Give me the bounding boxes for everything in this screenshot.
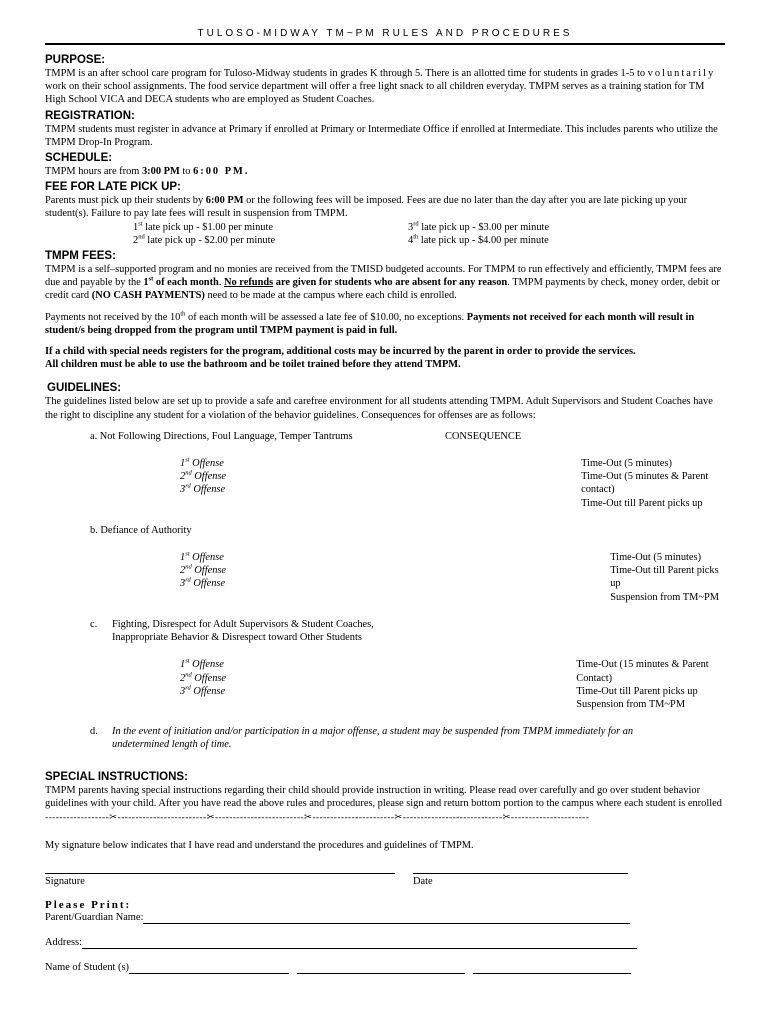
late-fee-3 <box>408 221 683 234</box>
address-field[interactable] <box>82 938 637 949</box>
late-fee-row-2 <box>133 234 725 247</box>
schedule-mid: to <box>179 166 194 178</box>
c-c1: Time-Out (15 minutes & Parent Contact) <box>576 659 709 684</box>
fee4-num: 4 <box>408 234 414 246</box>
fee1-num: 1 <box>133 221 139 233</box>
fee2-num: 2 <box>133 234 139 246</box>
special-text: TMPM parents having special instructions regarding their child should provide instruction in writing. Please read over carefully and go over student behavior guidelines with your child. After you have read the above rules and procedures, please sign and return bottom portion to the campus where each student is enrolled <box>45 784 722 809</box>
fee1-text: late pick up - $1.00 per minute <box>142 221 273 233</box>
offense-d <box>90 725 725 751</box>
fees-no-cash: (NO CASH PAYMENTS) <box>91 290 205 302</box>
a-off3: Offense <box>190 484 226 496</box>
fees-t3: . TMPM payments by check, money order, debit or credit card <box>45 277 720 302</box>
a-off2: Offense <box>191 471 227 483</box>
b-off3: Offense <box>190 578 226 590</box>
b-off1: Offense <box>189 552 224 564</box>
fees-late-post: of each month will be assessed a late fee of $10.00, no exceptions. <box>185 311 467 323</box>
c-o1s: st <box>185 657 190 665</box>
student-row <box>45 961 725 974</box>
student-name-field-1[interactable] <box>129 963 289 974</box>
purpose-heading: PURPOSE: <box>45 54 106 66</box>
late-fee-text <box>45 194 725 220</box>
purpose-text-c: work on their school assignments. The food service department will offer a free light snack to all children everyday. TMPM serves as a training station for TM High School VICA and DECA students who are employed as Student Coaches. <box>45 81 705 106</box>
a-c3: Time-Out till Parent picks up <box>581 497 703 509</box>
special-needs-1: If a child with special needs registers for the program, additional costs may be incurred by the parent in order to provide the services. <box>45 346 636 358</box>
offense-c-rows <box>45 658 725 711</box>
fees-late-payment <box>45 311 725 337</box>
fees-t4: need to be made at the campus where each child is enrolled. <box>204 290 457 302</box>
a-o3s: rd <box>185 483 191 490</box>
fees-no-refunds: No refunds <box>224 277 274 289</box>
address-label: Address: <box>45 937 82 949</box>
document-page <box>45 28 725 974</box>
consequence-header: CONSEQUENCE <box>445 430 522 442</box>
c-o3: 3 <box>180 685 186 697</box>
student-name-field-2[interactable] <box>297 963 465 974</box>
offense-c-label <box>112 618 374 644</box>
fees-b1-sup: st <box>148 275 154 283</box>
special-heading: SPECIAL INSTRUCTIONS: <box>45 770 188 783</box>
parent-label: Parent/Guardian Name: <box>45 912 144 924</box>
b-c2: Time-Out till Parent picks up <box>610 565 719 590</box>
a-o1: 1 <box>180 458 186 470</box>
fee4-text: late pick up - $4.00 per minute <box>418 234 549 246</box>
c-o2s: nd <box>185 671 192 679</box>
b-off2: Offense <box>191 565 227 577</box>
special-needs-2: All children must be able to use the bathroom and be toilet trained before they attend TMPM. <box>45 359 461 371</box>
late-fee-time: 6:00 PM <box>205 195 244 207</box>
signature-lines <box>45 862 725 874</box>
fees-t2: . <box>218 277 225 289</box>
fee2-sup: nd <box>138 233 145 241</box>
schedule-to: 6:00 PM. <box>193 166 250 178</box>
b-o3s: rd <box>185 577 191 585</box>
fees-heading: TMPM FEES: <box>45 250 116 263</box>
fees-b1b: of each month <box>153 277 219 289</box>
a-o2: 2 <box>180 471 186 483</box>
b-o1s: st <box>185 550 190 558</box>
offense-b-consequences <box>610 551 725 604</box>
offense-a-list <box>45 457 581 510</box>
offense-a-header <box>90 430 725 443</box>
a-o2s: nd <box>185 469 192 477</box>
purpose-text-b: voluntarily <box>647 68 716 79</box>
offense-c-label-2: Inappropriate Behavior & Disrespect toward Other Students <box>112 632 362 644</box>
schedule-from: 3:00 PM <box>141 166 180 178</box>
late-fee-4 <box>408 234 683 247</box>
late-fee-heading: FEE FOR LATE PICK UP: <box>45 181 181 194</box>
late-fee-2 <box>133 234 408 247</box>
fee1-sup: st <box>138 220 143 228</box>
offense-a-rows <box>45 457 725 510</box>
registration-heading: REGISTRATION: <box>45 109 135 122</box>
offense-b-label: b. Defiance of Authority <box>90 524 192 536</box>
please-print-label: Please Print: <box>45 899 132 912</box>
offense-d-mark: d. <box>90 726 98 738</box>
offense-c-consequences <box>576 658 725 711</box>
a-o1s: st <box>185 456 190 464</box>
signature-labels <box>45 876 725 887</box>
a-o3: 3 <box>180 484 186 496</box>
purpose-text <box>45 67 725 107</box>
late-fee-1 <box>133 221 408 234</box>
parent-name-field[interactable] <box>143 913 630 924</box>
c-off2: Offense <box>191 672 227 684</box>
schedule-text <box>45 165 725 178</box>
signature-label: Signature <box>45 876 85 888</box>
c-o3s: rd <box>185 684 191 692</box>
b-o2s: nd <box>185 563 192 571</box>
late-fee-pre: Parents must pick up their students by <box>45 195 206 207</box>
fee3-sup: rd <box>413 220 419 228</box>
b-c3: Suspension from TM~PM <box>610 591 719 603</box>
registration-text: TMPM students must register in advance at Primary if enrolled at Primary or Intermediate Office if enrolled at Intermediate. This includes parents who utilize the TMPM Drop-In Program. <box>45 123 718 148</box>
fee3-text: late pick up - $3.00 per minute <box>418 221 550 233</box>
offense-b-rows <box>45 551 725 604</box>
a-c1: Time-Out (5 minutes) <box>581 458 672 470</box>
fees-b1: 1 <box>143 277 149 289</box>
offense-a-consequences <box>581 457 725 510</box>
guidelines-heading: GUIDELINES: <box>47 382 122 395</box>
fees-b2: are given for students who are absent for any reason <box>273 277 508 289</box>
offense-c-mark: c. <box>90 618 98 630</box>
special-needs-text <box>45 345 725 371</box>
offense-c-label-1: Fighting, Disrespect for Adult Supervisors & Student Coaches, <box>112 618 374 630</box>
title-rule <box>45 43 725 45</box>
page-title: TULOSO-MIDWAY TM~PM RULES AND PROCEDURES <box>197 28 573 39</box>
fees-t1: TMPM is a self–supported program and no monies are received from the TMISD budgeted accounts. For TMPM to run effectively and efficiently, TMPM fees are due and payable by the <box>45 264 722 289</box>
fees-text <box>45 263 725 303</box>
b-c1: Time-Out (5 minutes) <box>610 552 702 564</box>
late-fee-row-1 <box>133 221 725 234</box>
schedule-prefix: TMPM hours are from <box>45 166 142 178</box>
student-name-field-3[interactable] <box>473 963 631 974</box>
c-o1: 1 <box>180 659 186 671</box>
fees-late-bold: Payments not received for each month will result in student/s being dropped from the program until TMPM payment is paid in full. <box>45 311 695 336</box>
c-c2: Time-Out till Parent picks up <box>576 685 698 697</box>
fees-late-pre: Payments not received by the 10 <box>45 311 181 323</box>
cut-line: ------------------✂-------------------------✂-------------------------✂-----------------------✂----------------------------✂---------------------- <box>45 812 590 823</box>
offense-c-list <box>45 658 576 711</box>
guidelines-intro: The guidelines listed below are set up to provide a safe and carefree environment for all students attending TMPM. Adult Supervisors and Student Coaches have the right to discipline any student for a violation of the behavior guidelines. Consequences for offenses are as follows: <box>45 396 713 421</box>
fee4-sup: th <box>413 233 419 241</box>
fees-late-sup: th <box>180 310 186 318</box>
late-fee-post: or the following fees will be imposed. Fees are due no later than the day after you are late picking up your student(s). Failure to pay late fees will result in suspension from TMPM. <box>45 195 688 220</box>
offense-c-header <box>90 618 725 644</box>
date-field[interactable] <box>413 862 628 874</box>
date-label: Date <box>413 876 433 888</box>
c-c3: Suspension from TM~PM <box>576 698 686 710</box>
student-label: Name of Student (s) <box>45 962 129 974</box>
offense-d-text: In the event of initiation and/or participation in a major offense, a student may be suspended from TMPM immediately for an undetermined length of time. <box>112 726 634 751</box>
c-off3: Offense <box>190 685 226 697</box>
fee2-text: late pick up - $2.00 per minute <box>144 234 276 246</box>
signature-field[interactable] <box>45 862 395 874</box>
schedule-heading: SCHEDULE: <box>45 152 113 165</box>
b-o2: 2 <box>180 565 186 577</box>
offense-a-label: a. Not Following Directions, Foul Language, Temper Tantrums <box>90 430 353 442</box>
b-o3: 3 <box>180 578 186 590</box>
a-off1: Offense <box>189 458 224 470</box>
parent-row <box>45 911 725 924</box>
a-c2: Time-Out (5 minutes & Parent contact) <box>581 471 709 496</box>
signature-statement: My signature below indicates that I have read and understand the procedures and guidelines of TMPM. <box>45 839 474 851</box>
offense-b-header <box>90 524 725 537</box>
fee3-num: 3 <box>408 221 414 233</box>
c-off1: Offense <box>189 659 224 671</box>
purpose-text-a: TMPM is an after school care program for Tuloso-Midway students in grades K through 5. There is an allotted time for students in grades 1-5 to <box>45 68 646 79</box>
offense-b-list <box>45 551 610 604</box>
address-row <box>45 936 725 949</box>
c-o2: 2 <box>180 672 186 684</box>
b-o1: 1 <box>180 552 186 564</box>
